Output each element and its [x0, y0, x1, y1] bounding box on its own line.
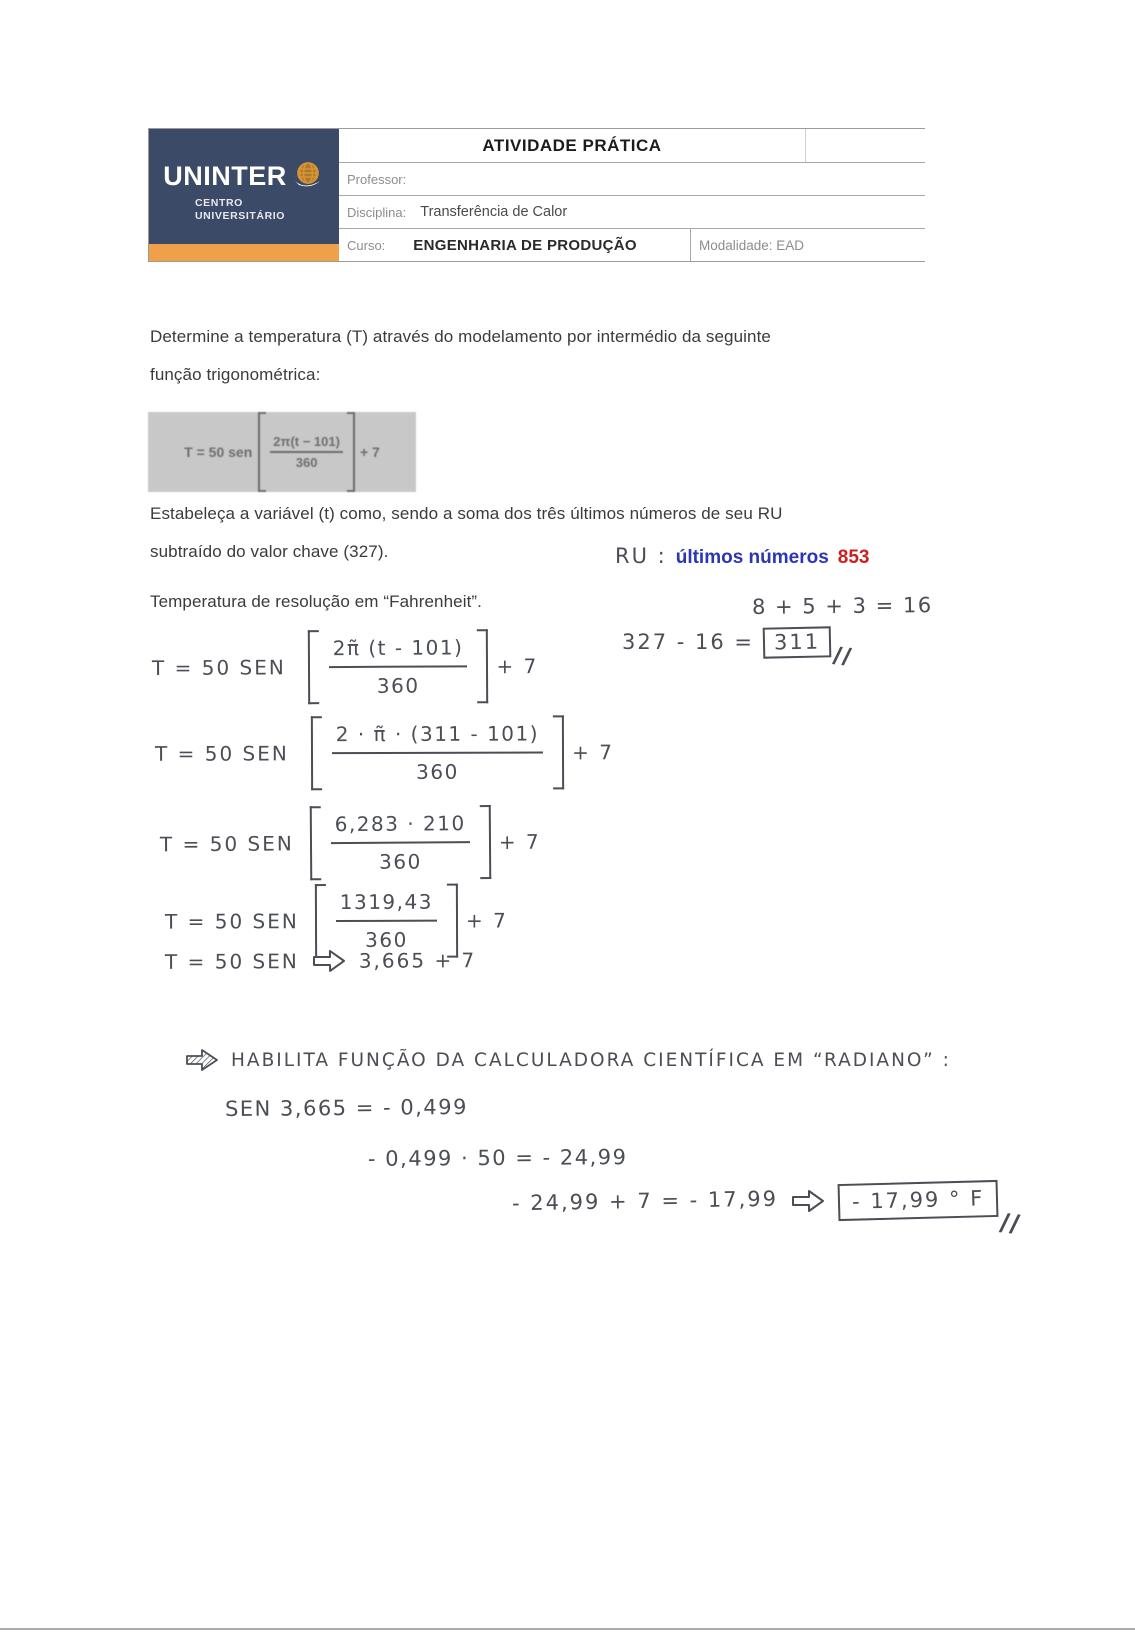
- calc-line-3: - 24,99 + 7 = - 17,99: [511, 1186, 779, 1215]
- step-1-tail: + 7: [496, 653, 539, 679]
- document-title: ATIVIDADE PRÁTICA: [339, 129, 806, 162]
- right-bracket: [477, 629, 488, 703]
- step-3-tail: + 7: [498, 829, 541, 854]
- left-bracket: [308, 630, 319, 704]
- ru-highlight: últimos números: [675, 547, 829, 568]
- step-2-fraction: [322, 715, 554, 790]
- step-2-equation: [155, 715, 614, 791]
- problem-line-3: Estabeleça a variável (t) como, sendo a soma dos três últimos números de seu RU: [150, 504, 783, 523]
- modalidade-label: Modalidade: EAD: [699, 237, 805, 253]
- logo-brand-text: UNINTER: [163, 160, 287, 191]
- uninter-logo: [149, 129, 339, 261]
- ru-sub-expression: 327 - 16 =: [622, 630, 755, 654]
- step-3-denominator: 360: [379, 849, 422, 874]
- implies-arrow-icon: [791, 1188, 825, 1214]
- problem-line-1: Determine a temperatura (T) através do modelamento por intermédio da seguinte: [150, 327, 771, 346]
- step-5-equation: [165, 947, 476, 975]
- professor-row: [339, 163, 925, 196]
- step-5-lead: T = 50 SEN: [164, 949, 299, 974]
- step-4-numerator: 1319,43: [336, 890, 437, 922]
- step-3-fraction: [321, 805, 481, 880]
- step-3-numerator: 6,283 · 210: [331, 811, 470, 844]
- logo-subtitle-line2: UNIVERSITÁRIO: [195, 210, 286, 222]
- hatched-arrow-icon: [185, 1046, 219, 1074]
- left-bracket: [258, 412, 266, 492]
- left-bracket: [310, 806, 322, 880]
- calculator-note: [185, 1046, 951, 1074]
- step-3-lead: T = 50 SEN: [159, 831, 294, 857]
- header-title-row: [339, 129, 925, 163]
- ru-subtraction: [622, 627, 856, 670]
- professor-label: Professor:: [347, 171, 407, 187]
- formula-tail: + 7: [359, 444, 380, 460]
- formula-lead: T = 50 sen: [184, 444, 253, 460]
- step-1-lead: T = 50 SEN: [151, 655, 286, 681]
- step-2-numerator: 2 · π̃ · (311 - 101): [332, 721, 543, 754]
- logo-subtitle-line1: CENTRO: [195, 197, 243, 209]
- calc-line-2: - 0,499 · 50 = - 24,99: [367, 1145, 628, 1171]
- step-3-equation: [160, 805, 541, 882]
- step-4-lead: T = 50 SEN: [164, 909, 299, 934]
- formula-denominator: 360: [295, 455, 318, 470]
- problem-line-4: subtraído do valor chave (327).: [150, 542, 389, 561]
- formula-numerator: 2π(t − 101): [270, 434, 343, 453]
- problem-line-2: função trigonométrica:: [150, 365, 321, 384]
- final-result-box: - 17,99 ° F: [838, 1180, 999, 1221]
- disciplina-row: [339, 196, 925, 229]
- ru-check-ticks: //: [831, 643, 853, 670]
- left-bracket: [311, 716, 322, 790]
- logo-orange-bar: [149, 244, 339, 261]
- globe-icon: [291, 159, 325, 193]
- right-bracket: [347, 412, 355, 492]
- step-4-denominator: 360: [365, 927, 408, 952]
- scan-edge-line: [0, 1628, 1135, 1630]
- ru-number: 853: [837, 547, 870, 568]
- step-5-value: 3,665 + 7: [358, 948, 477, 973]
- step-1-numerator: 2π̃ (t - 101): [329, 635, 468, 668]
- step-1-fraction: [319, 629, 478, 704]
- disciplina-label: Disciplina:: [347, 204, 407, 220]
- final-result-line: [511, 1182, 1029, 1238]
- calculator-note-text: HABILITA FUNÇÃO DA CALCULADORA CIENTÍFICA EM “RADIANO” :: [231, 1049, 951, 1071]
- step-2-lead: T = 50 SEN: [154, 741, 289, 766]
- calc-line-1: SEN 3,665 = - 0,499: [224, 1094, 469, 1122]
- formula-fraction: [270, 434, 343, 470]
- problem-line-5: Temperatura de resolução em “Fahrenheit”.: [150, 592, 482, 611]
- formula-image: [148, 412, 416, 492]
- ru-sum: 8 + 5 + 3 = 16: [751, 593, 933, 619]
- step-2-tail: + 7: [572, 740, 614, 765]
- step-2-denominator: 360: [416, 759, 459, 784]
- result-check-ticks: //: [998, 1207, 1022, 1238]
- right-bracket: [553, 715, 564, 789]
- ru-boxed-result: 311: [763, 626, 832, 658]
- curso-label: Curso:: [347, 237, 386, 253]
- implies-arrow-icon: [312, 948, 346, 974]
- ru-note: [615, 544, 870, 569]
- curso-row: [339, 229, 925, 261]
- curso-value: ENGENHARIA DE PRODUÇÃO: [413, 236, 637, 254]
- left-bracket: [315, 884, 326, 958]
- step-1-denominator: 360: [376, 673, 420, 698]
- step-4-tail: + 7: [465, 908, 508, 933]
- right-bracket: [480, 805, 492, 879]
- disciplina-value: Transferência de Calor: [420, 204, 568, 220]
- header-table: [148, 128, 925, 262]
- ru-prefix: RU :: [615, 544, 667, 568]
- step-1-equation: [152, 629, 539, 705]
